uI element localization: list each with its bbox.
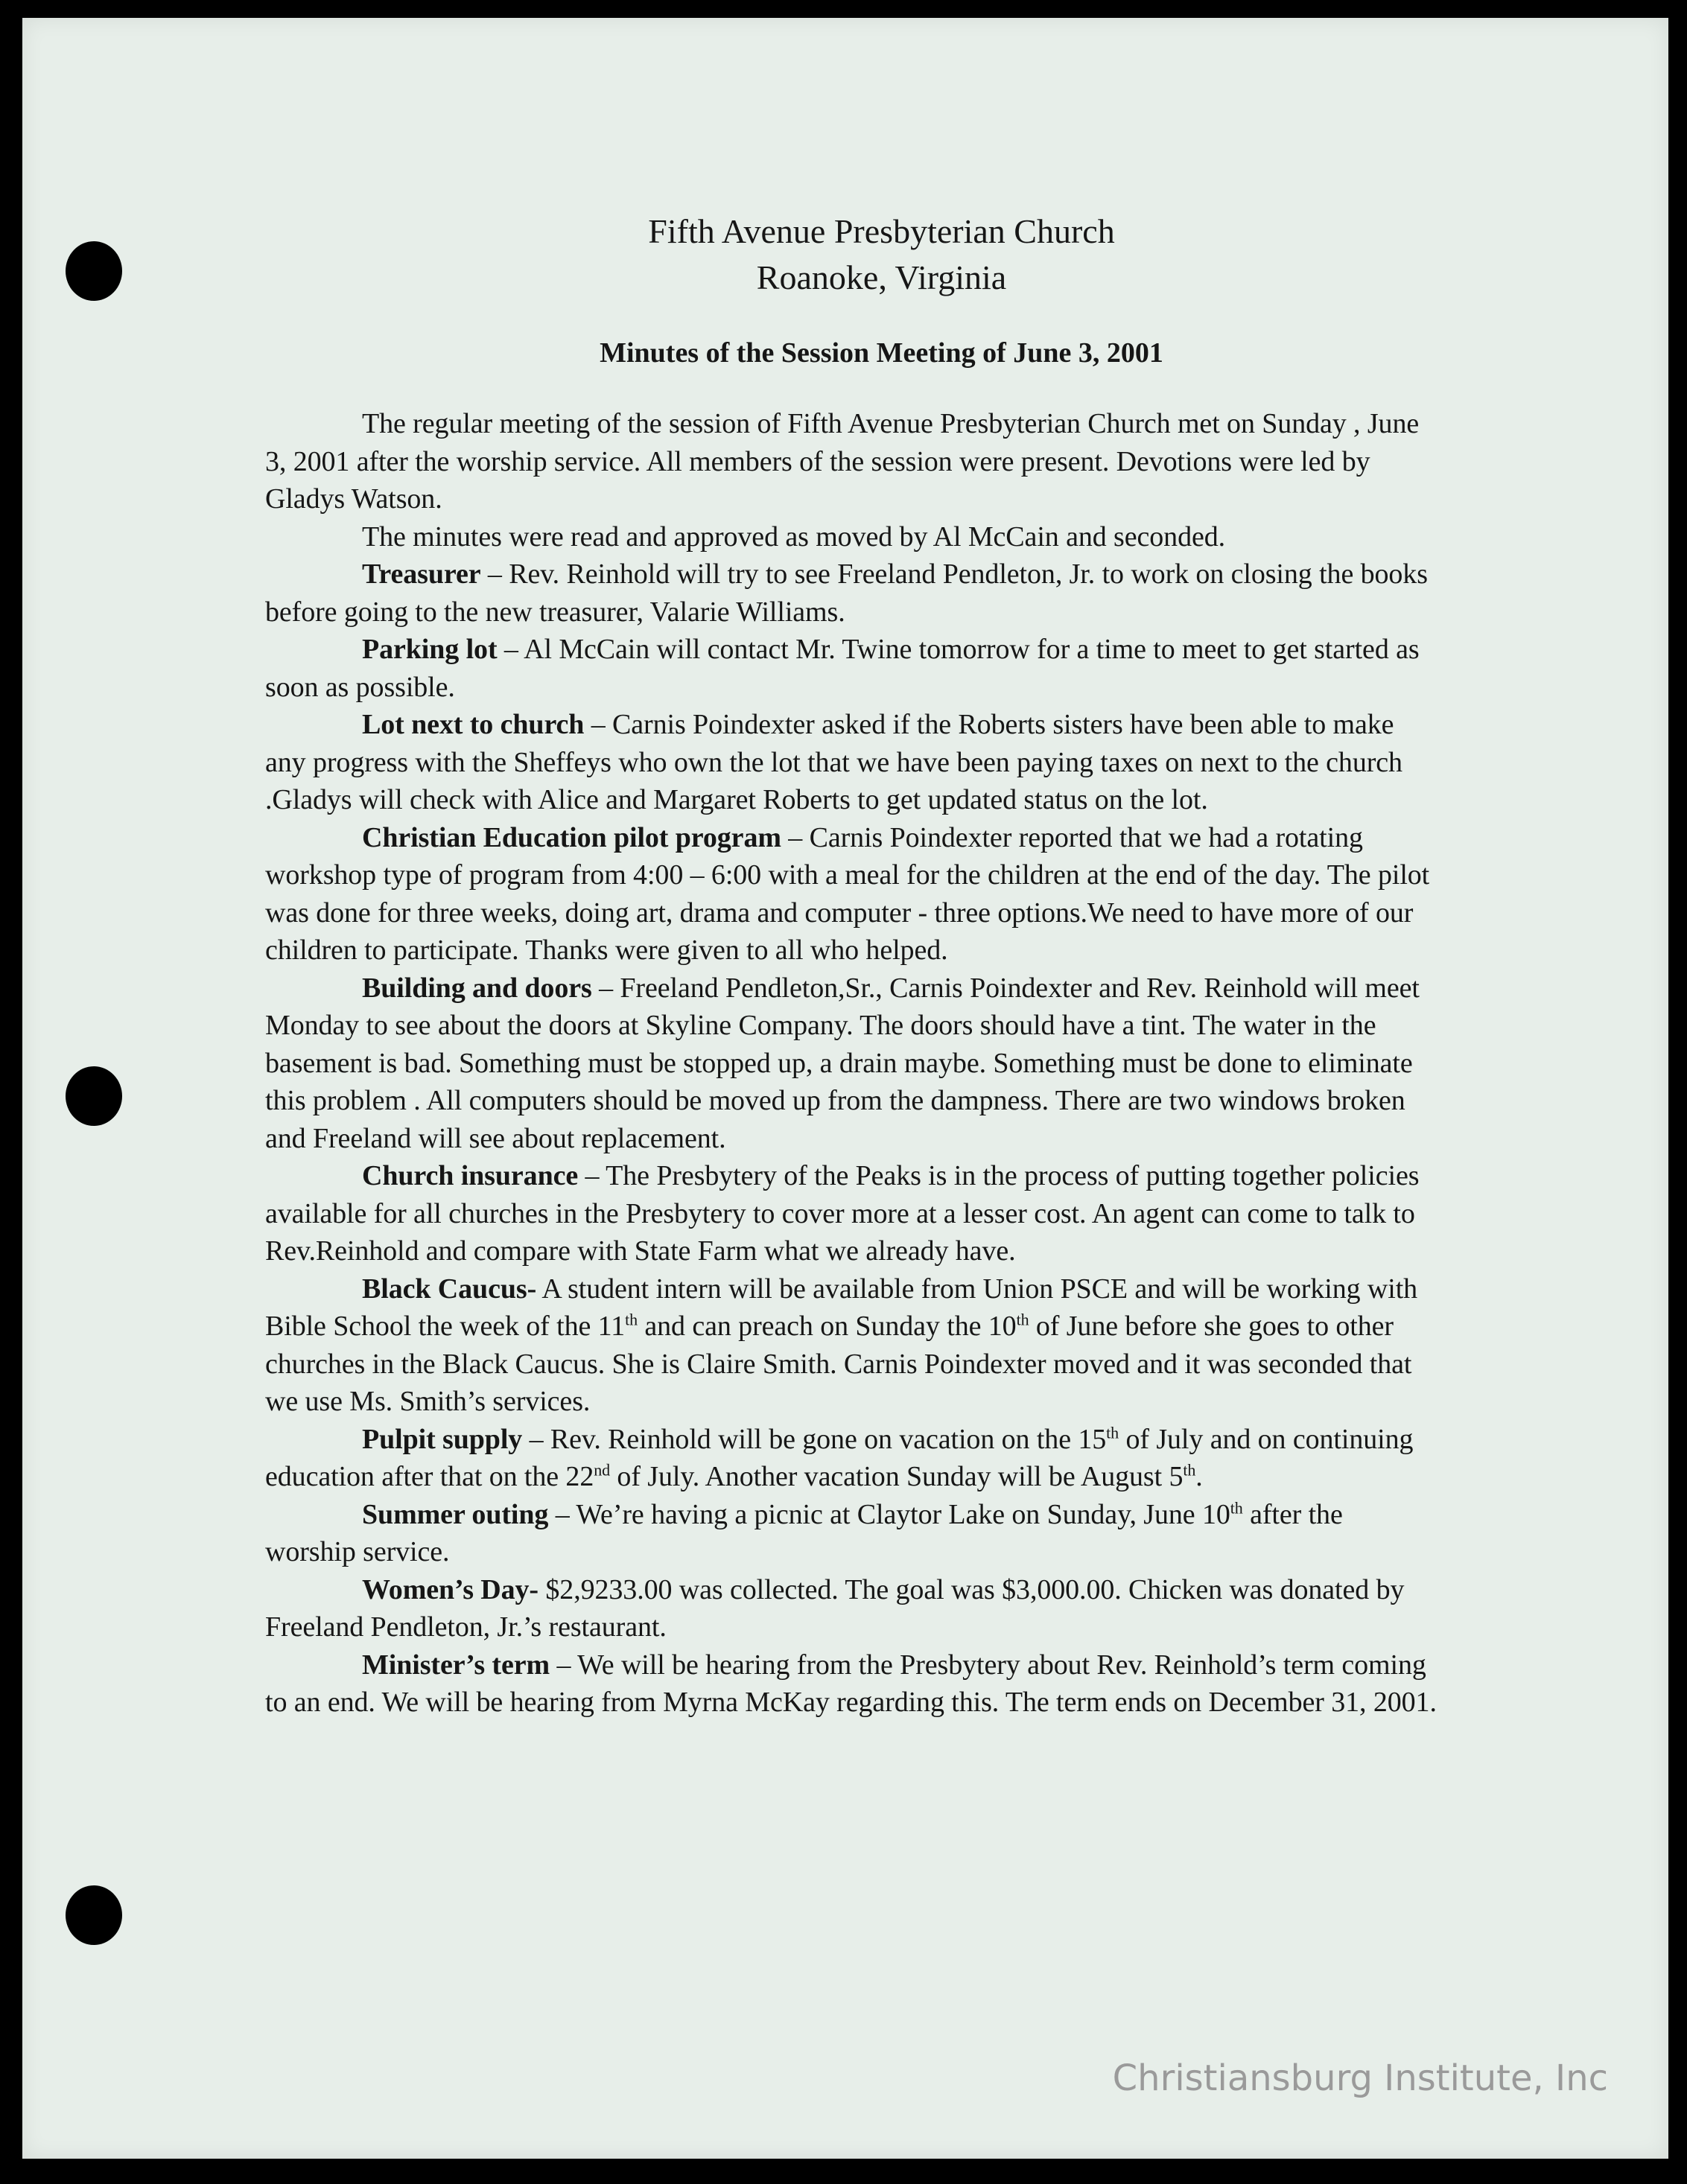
item-text: after the worship service. [265,1498,1343,1567]
item-text: $2,9233.00 was collected. The goal was $3,000.00. Chicken was donated by Freeland Pendleton, Jr.’s restaurant. [265,1573,1405,1643]
item-text: and can preach on Sunday the 10 [637,1311,1017,1342]
ordinal-suffix: th [1183,1460,1196,1480]
item-heading: Church insurance [362,1160,579,1191]
item-heading: Black Caucus- [362,1273,537,1305]
punch-hole-middle [66,1066,122,1126]
item-heading: Treasurer [362,558,481,590]
item-heading: Summer outing [362,1498,549,1530]
item-text: A student intern will be available from Union PSCE and will be working with Bible School the week of the 11 [265,1273,1418,1342]
item-heading: Minister’s term [362,1649,550,1681]
item-text: – We’re having a picnic at Claytor Lake on Sunday, June 10 [548,1498,1230,1530]
item-text: – We will be hearing from the Presbytery about Rev. Reinhold’s term coming to an end. We will be hearing from Myrna McKay regarding this. The term ends on December 31, 2001. [265,1649,1437,1718]
punch-hole-bottom [66,1885,122,1945]
womens-day-item [265,1571,1438,1646]
parking-lot-item [265,631,1438,706]
item-heading: Building and doors [362,972,592,1004]
item-text: – The Presbytery of the Peaks is in the process of putting together policies available for all churches in the Presbytery to cover more at a lesser cost. An agent can come to talk to Rev.Reinhold and compare with State Farm what we already have. [265,1160,1420,1267]
item-text: – Al McCain will contact Mr. Twine tomorrow for a time to meet to get started as soon as possible. [265,634,1420,703]
ordinal-suffix: th [1016,1310,1029,1329]
document-body [265,208,1438,1722]
item-text: – Rev. Reinhold will be gone on vacation on the 15 [522,1423,1107,1455]
minutes-title: Minutes of the Session Meeting of June 3, 2001 [600,337,1163,369]
church-insurance-item [265,1157,1438,1270]
item-heading: Parking lot [362,634,498,665]
ordinal-suffix: th [1230,1497,1243,1517]
ministers-term-item [265,1646,1438,1722]
punch-hole-top [66,241,122,301]
church-location: Roanoke, Virginia [756,258,1007,296]
item-text: – Carnis Poindexter reported that we had a rotating workshop type of program from 4:00 – 6:00 with a meal for the children at the end of the day. The pilot was done for three weeks, doing art, drama and computer - three options.We need to have more of our children to participate. Thanks were given to all who helped. [265,821,1430,966]
treasurer-item [265,555,1438,631]
christian-education-item [265,819,1438,970]
minutes-approval-paragraph: The minutes were read and approved as moved by Al McCain and seconded. [362,520,1226,553]
item-heading: Pulpit supply [362,1423,523,1455]
item-text: of June before she goes to other churches in the Black Caucus. She is Claire Smith. Carnis Poindexter moved and it was seconded that we use Ms. Smith’s services. [265,1311,1412,1417]
summer-outing-item [265,1496,1438,1571]
item-text: – Carnis Poindexter asked if the Roberts sisters have been able to make any progress with the Sheffeys who own the lot that we have been paying taxes on next to the church .Gladys will check with Alice and Margaret Roberts to get updated status on the lot. [265,709,1402,815]
pulpit-supply-item [265,1421,1438,1496]
church-name: Fifth Avenue Presbyterian Church [648,212,1115,250]
ordinal-suffix: th [625,1310,638,1329]
watermark: Christiansburg Institute, Inc [1112,2057,1608,2099]
item-heading: Women’s Day- [362,1573,538,1605]
intro-paragraph: The regular meeting of the session of Fifth Avenue Presbyterian Church met on Sunday , June 3, 2001 after the worship service. All members of the session were present. Devotions were led by Gladys Watson. [265,408,1420,515]
item-heading: Christian Education pilot program [362,821,781,853]
item-text: – Rev. Reinhold will try to see Freeland Pendleton, Jr. to work on closing the books before going to the new treasurer, Valarie Williams. [265,558,1428,628]
lot-next-to-church-item [265,706,1438,819]
item-text: of July. Another vacation Sunday will be August 5 [610,1461,1184,1492]
building-doors-item [265,970,1438,1158]
item-text: – Freeland Pendleton,Sr., Carnis Poindexter and Rev. Reinhold will meet Monday to see about the doors at Skyline Company. The doors should have a tint. The water in the basement is bad. Something must be stopped up, a drain maybe. Something must be done to eliminate this problem . All computers should be moved up from the dampness. There are two windows broken and Freeland will see about replacement. [265,972,1420,1154]
item-text: . [1195,1461,1203,1492]
item-heading: Lot next to church [362,709,585,740]
black-caucus-item [265,1270,1438,1421]
ordinal-suffix: th [1106,1422,1119,1442]
item-text: of July and on continuing education after that on the 22 [265,1423,1414,1492]
ordinal-suffix: nd [594,1460,611,1480]
